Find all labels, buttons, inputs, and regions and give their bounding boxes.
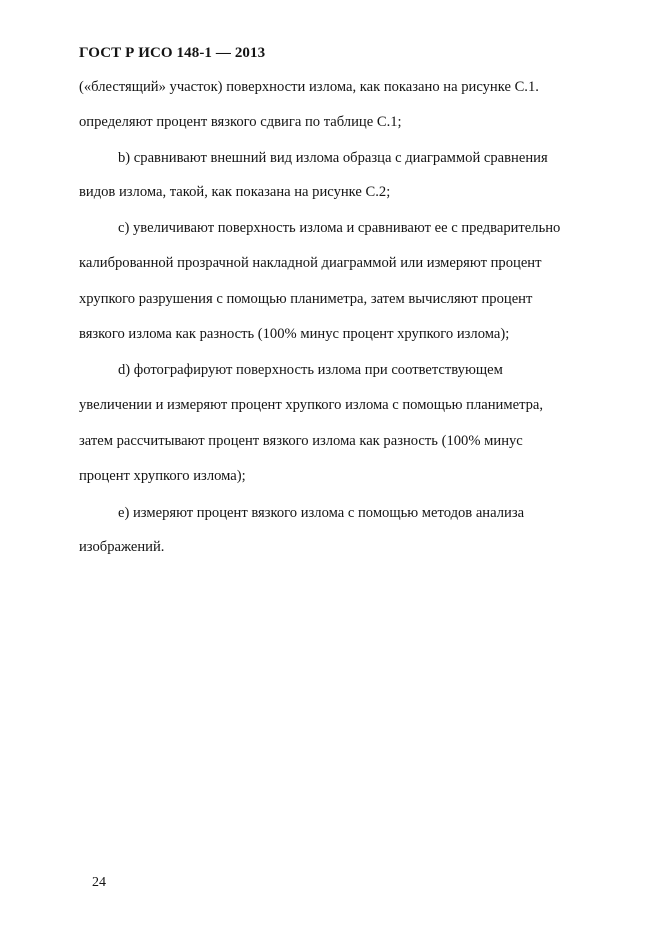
page-number: 24 bbox=[92, 875, 106, 890]
text-line: затем рассчитывают процент вязкого излома как разность (100% минус bbox=[79, 433, 523, 449]
text-line: вязкого излома как разность (100% минус процент хрупкого излома); bbox=[79, 326, 510, 342]
text-line: определяют процент вязкого сдвига по таблице С.1; bbox=[79, 114, 402, 130]
text-line: изображений. bbox=[79, 539, 165, 555]
text-line: калиброванной прозрачной накладной диаграммой или измеряют процент bbox=[79, 255, 542, 271]
text-line: увеличении и измеряют процент хрупкого излома с помощью планиметра, bbox=[79, 397, 544, 413]
text-line: процент хрупкого излома); bbox=[79, 468, 246, 484]
document-header-title: ГОСТ Р ИСО 148-1 — 2013 bbox=[79, 45, 266, 61]
text-line: видов излома, такой, как показана на рисунке С.2; bbox=[79, 184, 391, 200]
list-item-e-line: e) измеряют процент вязкого излома с помощью методов анализа bbox=[118, 505, 525, 521]
text-line: хрупкого разрушения с помощью планиметра, затем вычисляют процент bbox=[79, 291, 533, 307]
text-line: («блестящий» участок) поверхности излома, как показано на рисунке С.1. bbox=[79, 79, 539, 95]
list-item-c-line: c) увеличивают поверхность излома и сравнивают ее с предварительно bbox=[118, 220, 561, 236]
list-item-d-line: d) фотографируют поверхность излома при соответствующем bbox=[118, 362, 503, 378]
list-item-b-line: b) сравнивают внешний вид излома образца с диаграммой сравнения bbox=[118, 150, 548, 166]
